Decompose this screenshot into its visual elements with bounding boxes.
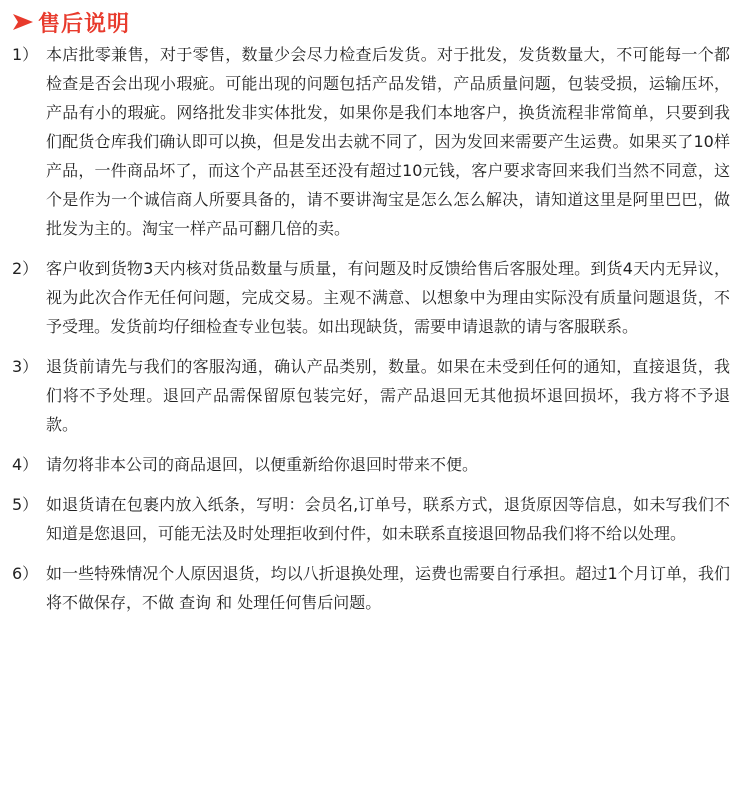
item-number: 2） [12, 259, 39, 278]
item-text: 客户收到货物3天内核对货品数量与质量，有问题及时反馈给售后客服处理。到货4天内无异议，视为此次合作无任何问题，完成交易。主观不满意、以想象中为理由实际没有质量问题退货，不予受理。发货前均仔细检查专业包装。如出现缺货，需要申请退款的请与客服联系。 [46, 259, 730, 336]
section-header [12, 6, 730, 38]
list-item [12, 254, 730, 341]
item-text: 请勿将非本公司的商品退回，以便重新给你退回时带来不便。 [46, 455, 479, 474]
list-item [12, 490, 730, 548]
list-item [12, 559, 730, 617]
list-item [12, 450, 730, 479]
item-text: 如退货请在包裹内放入纸条，写明：会员名,订单号，联系方式，退货原因等信息，如未写我们不知道是您退回，可能无法及时处理拒收到付件，如未联系直接退回物品我们将不给以处理。 [46, 495, 730, 543]
item-number: 6） [12, 564, 39, 583]
arrow-right-icon [12, 11, 34, 33]
item-number: 4） [12, 455, 39, 474]
page-title: 售后说明 [38, 11, 131, 37]
item-text: 退货前请先与我们的客服沟通，确认产品类别，数量。如果在未受到任何的通知，直接退货，我们将不予处理。退回产品需保留原包装完好，需产品退回无其他损坏退回损坏，我方将不予退款。 [46, 357, 730, 434]
item-number: 5） [12, 495, 39, 514]
item-text: 如一些特殊情况个人原因退货，均以八折退换处理，运费也需要自行承担。超过1个月订单，我们将不做保存，不做 查询 和 处理任何售后问题。 [46, 564, 730, 612]
item-text: 本店批零兼售，对于零售，数量少会尽力检查后发货。对于批发，发货数量大，不可能每一个都检查是否会出现小瑕疵。可能出现的问题包括产品发错，产品质量问题，包装受损，运输压坏，产品有小的瑕疵。网络批发非实体批发，如果你是我们本地客户，换货流程非常简单，只要到我们配货仓库我们确认即可以换，但是发出去就不同了，因为发回来需要产生运费。如果买了10样产品，一件商品坏了，而这个产品甚至还没有超过10元钱，客户要求寄回来我们当然不同意，这个是作为一个诚信商人所要具备的，请不要讲淘宝是怎么怎么解决，请知道这里是阿里巴巴，做批发为主的。淘宝一样产品可翻几倍的卖。 [46, 45, 730, 238]
notice-list [12, 40, 730, 617]
list-item [12, 352, 730, 439]
item-number: 3） [12, 357, 39, 376]
list-item [12, 40, 730, 243]
item-number: 1） [12, 45, 39, 64]
